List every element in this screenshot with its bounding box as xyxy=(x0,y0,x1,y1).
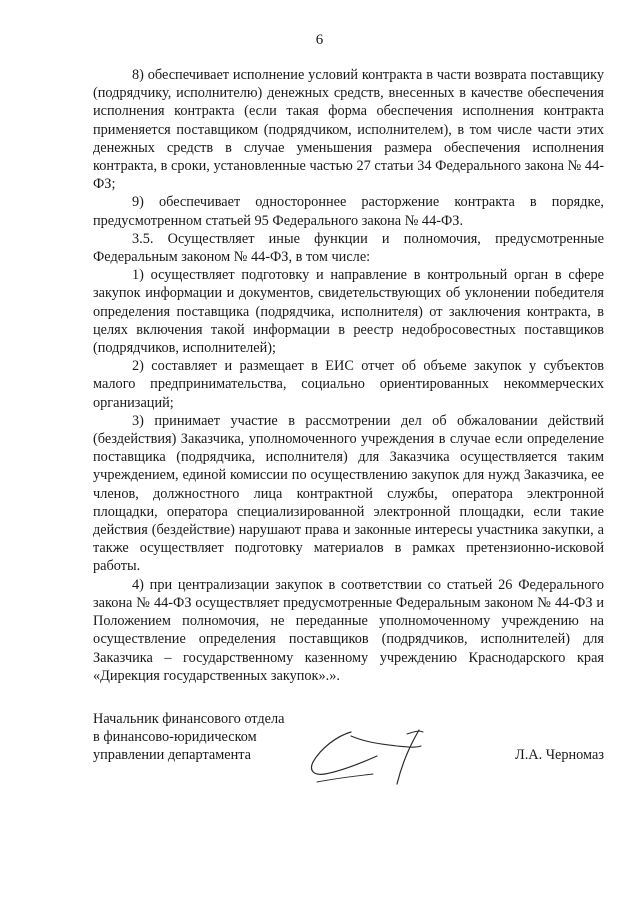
paragraph-subitem-2: 2) составляет и размещает в ЕИС отчет об объеме закупок у субъектов малого предпринимательства, социально ориентированных некоммерческих организаций; xyxy=(93,358,604,411)
signatory-position xyxy=(93,710,323,765)
signatory-name: Л.А. Черномаз xyxy=(515,747,604,763)
signature-block xyxy=(93,710,604,790)
page-number: 6 xyxy=(315,32,324,48)
paragraph-subitem-4: 4) при централизации закупок в соответствии со статьей 26 Федерального закона № 44-ФЗ осуществляет предусмотренные Федеральным законом № 44-ФЗ и Положением полномочия, не переданные уполномоченному учреждению на осуществление определения поставщиков (подрядчиков, исполнителей) для Заказчика – государственному казенному учреждению Краснодарского края «Дирекция государственных закупок».». xyxy=(93,576,604,684)
paragraph-item-8: 8) обеспечивает исполнение условий контракта в части возврата поставщику (подрядчику, исполнителю) денежных средств, внесенных в качестве обеспечения исполнения контракта (если такая форма обеспечения исполнения контракта применяется поставщиком (подрядчиком, исполнителем), в том числе части этих денежных средств в случае уменьшения размера обеспечения исполнения контракта, в сроки, установленные частью 27 статьи 34 Федерального закона № 44-ФЗ; xyxy=(93,67,604,193)
handwritten-signature xyxy=(307,726,437,790)
signatory-position-line: в финансово-юридическом xyxy=(93,729,257,746)
paragraph-subitem-3: 3) принимает участие в рассмотрении дел об обжаловании действий (бездействия) Заказчика, уполномоченного учреждения в случае если определение поставщика (подрядчика, исполнителя) для Заказчика осуществляется таким учреждением, единой комиссии по осуществлению закупок для нужд Заказчика, ее членов, должностного лица контрактной службы, оператора электронной площадки, оператора специализированной электронной площадки, если такие действия (бездействие) нарушают права и законные интересы участника закупки, а также осуществляет подготовку материалов в рамках претензионно-исковой работы. xyxy=(93,412,604,575)
paragraph-section-3-5: 3.5. Осуществляет иные функции и полномочия, предусмотренные Федеральным законом № 44-ФЗ, в том числе: xyxy=(93,230,604,266)
paragraph-item-9: 9) обеспечивает одностороннее расторжение контракта в порядке, предусмотренном статьей 95 Федерального закона № 44-ФЗ. xyxy=(93,194,604,229)
document-body xyxy=(93,66,604,685)
signatory-position-line: управлении департамента xyxy=(93,747,252,764)
signatory-position-line: Начальник финансового отдела xyxy=(93,711,285,727)
paragraph-subitem-1: 1) осуществляет подготовку и направление в контрольный орган в сфере закупок информации и документов, свидетельствующих об уклонении победителя определения поставщика (подрядчика, исполнителя) от заключения контракта, в целях включения такой информации в реестр недобросовестных поставщиков (подрядчиков, исполнителей); xyxy=(93,267,604,357)
